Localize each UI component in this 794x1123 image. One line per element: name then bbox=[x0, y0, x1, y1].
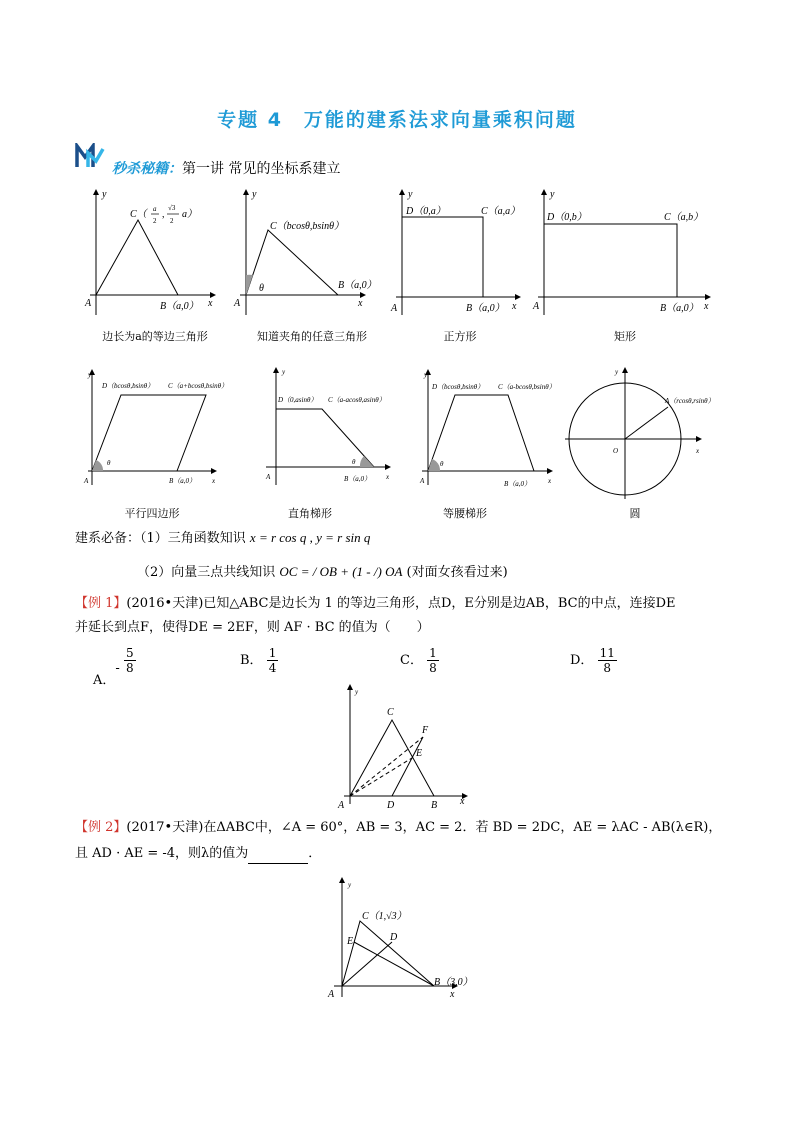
answer-blank[interactable] bbox=[248, 849, 308, 864]
c-frac2-num: √3 bbox=[168, 204, 176, 212]
example1-line-2: 并延长到点F，使得DE = 2EF，则 AF · BC 的值为（ ） bbox=[75, 620, 430, 635]
point-a-label: A bbox=[328, 989, 335, 1000]
option-c-den: 8 bbox=[429, 661, 437, 675]
y-axis-label: y bbox=[282, 368, 286, 376]
point-c-label: C bbox=[387, 707, 394, 718]
figure-triangle bbox=[230, 185, 377, 320]
c-frac1-den: 2 bbox=[153, 217, 157, 225]
option-d[interactable] bbox=[570, 646, 617, 675]
point-c-label: C（1,√3） bbox=[362, 911, 407, 922]
point-c-label: C（a,a） bbox=[481, 206, 521, 217]
x-axis-label: x bbox=[704, 301, 709, 312]
y-axis-label: y bbox=[550, 189, 555, 200]
point-a-label: A bbox=[420, 477, 425, 485]
example2-tag: 【例 2】 bbox=[75, 820, 127, 835]
x-axis-label: x bbox=[212, 477, 216, 485]
c-frac1-num: a bbox=[153, 205, 157, 213]
x-axis-label: x bbox=[208, 298, 213, 309]
example1-text-1: 已知△ABC是边长为 1 的等边三角形，点D，E分别是边AB，BC的中点，连接DE bbox=[203, 596, 676, 611]
x-axis-label: x bbox=[386, 473, 390, 481]
caption-parallelogram: 平行四边形 bbox=[124, 507, 180, 520]
point-a-label: A bbox=[391, 303, 398, 314]
caption-square: 正方形 bbox=[443, 330, 477, 343]
caption-circle: 圆 bbox=[629, 507, 641, 520]
figure-square bbox=[388, 185, 528, 320]
point-c-label: C（a+bcosθ,bsinθ） bbox=[168, 382, 229, 390]
point-c-label: C（bcosθ,bsinθ） bbox=[270, 221, 344, 232]
point-a-label: A bbox=[84, 477, 89, 485]
c-frac2-den: 2 bbox=[170, 217, 174, 225]
option-a[interactable] bbox=[93, 646, 136, 688]
caption-isosceles-trapezoid: 等腰梯形 bbox=[443, 507, 487, 520]
point-d-label: D（0,a） bbox=[406, 206, 446, 217]
example2-text-1: 在ΔABC中，∠A = 60°，AB = 3，AC = 2．若 BD = 2DC，AE = λAC - AB(λ∈R)， bbox=[203, 820, 722, 835]
caption-triangle: 知道夹角的任意三角形 bbox=[257, 330, 367, 343]
option-c-label: C． bbox=[400, 653, 423, 668]
point-a-label: A（rcosθ,rsinθ） bbox=[665, 397, 715, 405]
subtitle-label: 秒杀秘籍： bbox=[112, 161, 182, 177]
caption-equilateral: 边长为a的等边三角形 bbox=[102, 330, 208, 343]
x-axis-label: x bbox=[696, 447, 700, 455]
svg-text:,: , bbox=[162, 209, 165, 220]
figure-example2 bbox=[322, 875, 472, 1000]
y-axis-label: y bbox=[424, 371, 428, 379]
theta-label: θ bbox=[259, 283, 264, 294]
point-c-label: C（ bbox=[130, 209, 147, 220]
caption-rectangle: 矩形 bbox=[614, 330, 636, 343]
x-axis-label: x bbox=[512, 301, 517, 312]
option-d-den: 8 bbox=[603, 661, 612, 675]
point-f-label: F bbox=[422, 725, 429, 736]
figure-circle bbox=[565, 363, 715, 501]
example2-text-2-end: ． bbox=[308, 846, 322, 861]
point-b-label: B bbox=[431, 800, 438, 811]
prereq-line-2 bbox=[137, 562, 508, 583]
point-c-label: C（a,b） bbox=[664, 212, 704, 223]
point-d-label: D bbox=[387, 800, 395, 811]
point-b-label: B（3,0） bbox=[434, 977, 473, 988]
prereq-line-1 bbox=[75, 528, 370, 549]
point-b-label: B（a,0） bbox=[344, 475, 372, 483]
x-axis-label: x bbox=[548, 477, 552, 485]
option-c-num: 1 bbox=[429, 646, 437, 660]
figure-equilateral bbox=[80, 185, 220, 320]
subtitle-text: 第一讲 常见的坐标系建立 bbox=[182, 161, 341, 177]
figure-isosceles-trapezoid bbox=[418, 365, 558, 490]
point-b-label: B（a,0） bbox=[466, 303, 505, 314]
point-c-label: C（a-acosθ,asinθ） bbox=[328, 396, 386, 404]
option-a-den: 8 bbox=[125, 661, 134, 675]
example1-source: (2016•天津) bbox=[126, 596, 204, 611]
y-axis-label: y bbox=[102, 189, 107, 200]
example1-line-1 bbox=[75, 594, 675, 614]
point-d-label: D（0,b） bbox=[547, 212, 587, 223]
origin-label: O bbox=[613, 447, 619, 455]
theta-label: θ bbox=[107, 459, 111, 467]
y-axis-label: y bbox=[615, 368, 619, 376]
point-b-label: B（a,0） bbox=[660, 303, 699, 314]
logo-icon bbox=[75, 143, 105, 169]
point-a-label: A bbox=[533, 301, 540, 312]
point-b-label: B（a,0） bbox=[169, 477, 197, 485]
y-axis-label: y bbox=[252, 189, 257, 200]
page-title: 专题 4 万能的建系法求向量乘积问题 bbox=[217, 109, 577, 131]
option-b-label: B． bbox=[240, 653, 263, 668]
option-c[interactable] bbox=[400, 646, 439, 675]
figure-example1 bbox=[332, 682, 472, 811]
c-label-end: a） bbox=[182, 209, 197, 220]
option-a-num: 5 bbox=[125, 646, 134, 660]
option-a-sign: - bbox=[115, 661, 120, 676]
point-b-label: B（a,0） bbox=[160, 301, 199, 312]
point-d-label: D（bcosθ,bsinθ） bbox=[432, 383, 485, 391]
section-subtitle bbox=[112, 158, 340, 178]
option-d-num: 11 bbox=[599, 646, 615, 660]
prereq-note: (对面女孩看过来) bbox=[406, 565, 508, 580]
y-axis-label: y bbox=[348, 881, 352, 889]
prereq-label-1: 建系必备：（1）三角函数知识 bbox=[75, 531, 246, 546]
option-a-label: A． bbox=[93, 673, 116, 688]
figure-right-trapezoid bbox=[262, 365, 397, 490]
example2-source: (2017•天津) bbox=[126, 820, 204, 835]
point-a-label: A bbox=[234, 298, 241, 309]
example2-line-2 bbox=[75, 844, 321, 864]
point-b-label: B（a,0） bbox=[338, 280, 377, 291]
y-axis-label: y bbox=[355, 688, 359, 696]
caption-right-trapezoid: 直角梯形 bbox=[288, 507, 332, 520]
y-axis-label: y bbox=[88, 371, 92, 379]
point-b-label: B（a,0） bbox=[504, 480, 532, 488]
x-axis-label: x bbox=[358, 298, 363, 309]
point-c-label: C（a-bcosθ,bsinθ） bbox=[498, 383, 556, 391]
example1-tag: 【例 1】 bbox=[75, 596, 127, 611]
prereq-formula-1: x = r cos q , y = r sin q bbox=[249, 530, 371, 545]
x-axis-label: x bbox=[460, 796, 465, 807]
example2-line-1 bbox=[75, 818, 721, 838]
y-axis-label: y bbox=[408, 189, 413, 200]
x-axis-label: x bbox=[450, 989, 455, 1000]
example2-text-2: 且 AD · AE = -4，则λ的值为 bbox=[75, 846, 249, 861]
point-a-label: A bbox=[85, 298, 92, 309]
option-b-den: 4 bbox=[268, 661, 277, 675]
figure-parallelogram bbox=[82, 365, 229, 490]
prereq-formula-2: OC = / OB + (1 - /) OA bbox=[279, 564, 403, 579]
theta-label: θ bbox=[352, 458, 356, 466]
option-b-num: 1 bbox=[268, 646, 277, 660]
theta-label: θ bbox=[440, 460, 444, 468]
figure-rectangle bbox=[528, 185, 718, 320]
point-a-label: A bbox=[266, 473, 271, 481]
point-a-label: A bbox=[338, 800, 345, 811]
point-d-label: D（0,asinθ） bbox=[278, 396, 318, 404]
prereq-label-2: （2）向量三点共线知识 bbox=[137, 565, 276, 580]
option-b[interactable] bbox=[240, 646, 278, 675]
point-e-label: E bbox=[347, 936, 354, 947]
option-d-label: D． bbox=[570, 653, 594, 668]
point-d-label: D（bcosθ,bsinθ） bbox=[102, 382, 155, 390]
point-e-label: E bbox=[416, 748, 423, 759]
point-d-label: D bbox=[390, 932, 398, 943]
